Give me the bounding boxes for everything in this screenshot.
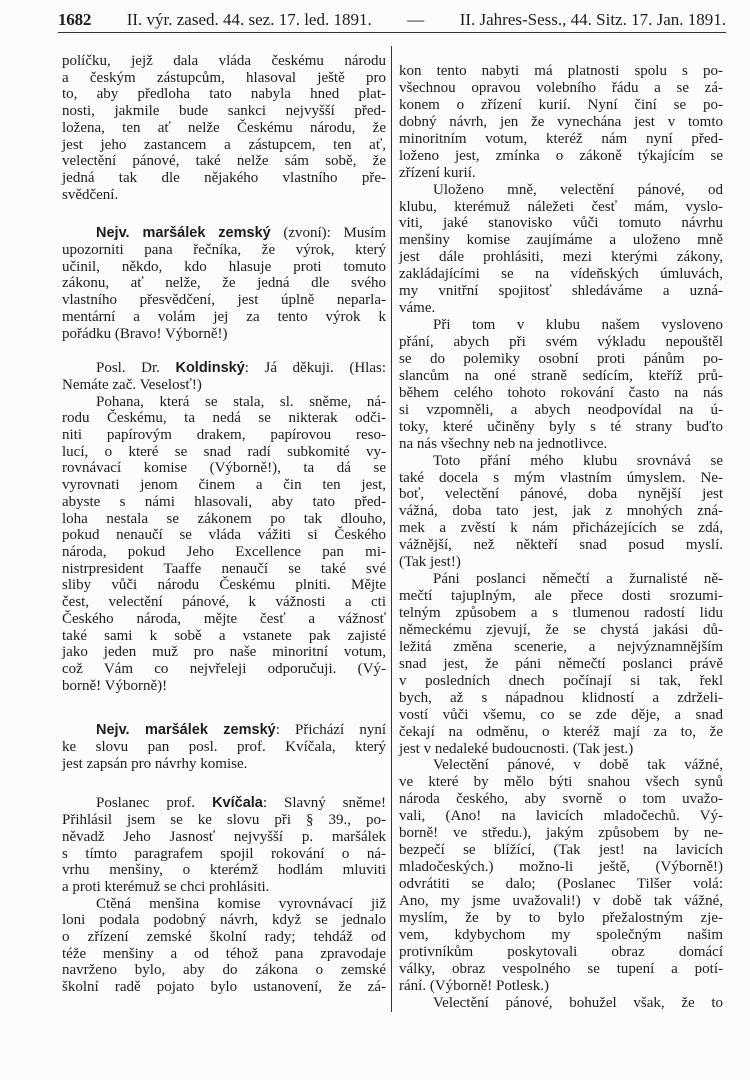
text-line: políčku, jejž dala vláda českému národu	[62, 53, 386, 69]
text-line: svědčení.	[62, 186, 119, 203]
text-line: (Tak jest!)	[399, 554, 461, 571]
text-line: Velectění pánové, bohužel však, že to	[433, 994, 723, 1011]
running-header	[58, 6, 726, 30]
text-line: loha nestala se zákonem po tak dlouho,	[62, 510, 386, 527]
text-line: minoritním votum, kteréž nám nyní před-	[399, 130, 723, 147]
text-line: všechnou opravou volebního řádu a se zá-	[399, 79, 723, 96]
text-line: snad jest, že páni němečtí poslanci právě	[399, 655, 723, 672]
text-line: také sami k sobě a vstanete pak zajisté	[62, 627, 386, 644]
text-line: vostí vůči všemu, co se zde děje, a snad	[399, 706, 723, 723]
text-line: s tímto paragrafem spojil rokování o ná-	[62, 845, 386, 862]
text-line	[62, 795, 386, 812]
text-line: borně! ve středu.), jakým způsobem by ne-	[399, 825, 723, 842]
header-separator: —	[407, 10, 425, 29]
paragraph	[399, 63, 723, 182]
speech-paragraph	[62, 225, 386, 342]
text-line: pokud nenaučí se vláda vážiti si Českého	[62, 527, 386, 544]
text-line: ložena, ten ať nelže Českému národu, že	[62, 119, 386, 136]
text-line: Velectění pánové, v době tak vážné,	[433, 757, 723, 774]
text-line	[62, 225, 386, 242]
text-line: nosti, jakmile bude sankci nejvyšší před-	[62, 103, 386, 120]
text-line: my vnitřní spojitosť shledáváme a uzná-	[399, 283, 723, 300]
text-line: telným způsobem a s tlumenou radostí lidu	[399, 605, 723, 621]
paragraph	[399, 182, 723, 318]
text-line: nistrpresident Taaffe nenaučí se také své	[62, 560, 386, 577]
text-line: ke slovu pan posl. prof. Kvíčala, který	[62, 739, 386, 756]
text-line: na nás všechny neb na jednotlivce.	[399, 435, 608, 452]
text-line: jako jeden muž pro naše minoritní votum,	[62, 644, 386, 661]
text-line: a proti kterémuž se chci prohlásiti.	[62, 878, 270, 895]
text-line: téže menšiny a od téhož pana zpravodaje	[62, 945, 386, 962]
text-line: jest dále prohlásiti, mezi kterými zákony,	[399, 249, 723, 266]
paragraph	[62, 394, 386, 695]
text-line: loni podala podobný návrh, když se jednalo	[62, 912, 386, 929]
text-line: zřízení kurií.	[399, 164, 476, 181]
text-line: pořádku (Bravo! Výborně!)	[62, 325, 228, 342]
text-line: slancům na oné straně sedícím, kteříž prů-	[399, 367, 723, 384]
text-line: upozorniti pana řečníka, že výrok, který	[62, 242, 386, 259]
text-line: o zřízení zemské školní rady; tehdáž od	[62, 929, 386, 946]
paragraph	[399, 757, 723, 994]
text-line: sliby vůči národu Českému plniti. Mějte	[62, 577, 386, 594]
text-line: abyste s námi hlasovali, aby tato před-	[62, 493, 386, 510]
text-line: ležitá změna scenerie, a nejvýznamnějším	[399, 638, 723, 655]
paragraph	[399, 453, 723, 572]
text-line: loženo jest, zmínka o zákoně týkajícím se	[399, 147, 723, 164]
text-line: mentární a volám jej za tento výrok k	[62, 308, 386, 325]
text-line: rání. (Výborně! Potlesk.)	[399, 977, 549, 994]
text-line: se do polemiky osobní proti pánům po-	[399, 350, 723, 367]
speaker-name: Nejv. maršálek zemský	[96, 225, 271, 242]
text-line: lucí, o které se snad radí subkomité vy-	[62, 443, 386, 460]
text-line: vážnější, než někteří snad posud myslí.	[399, 537, 723, 554]
text-line: Českého národa, mějte česť a vážnosť	[62, 610, 386, 627]
speaker-prefix: Posl. Dr.	[96, 360, 176, 377]
header-german: II. Jahres-Sess., 44. Sitz. 17. Jan. 1891.	[459, 10, 726, 29]
speech-lead: (zvoní): Musím	[270, 225, 386, 242]
text-line: národa, pokud Jeho Excellence pan mi-	[62, 543, 386, 560]
text-line: mečtí tajuplným, ale přece dosti srozumi-	[399, 588, 723, 605]
text-line: během celého tohoto rokování často na nás	[399, 384, 723, 401]
text-line: váme.	[399, 300, 436, 317]
text-line: niti papírovým drakem, papírovou reso-	[62, 427, 386, 444]
text-line: Ctěná menšina komise vyrovnávací již	[96, 895, 386, 912]
header-czech: II. výr. zased. 44. sez. 17. led. 1891.	[126, 10, 372, 29]
text-line: což Vám co nejvřeleji odporučuji. (Vý-	[62, 660, 386, 677]
speaker-name: Koldinský	[175, 360, 245, 377]
text-line: jest jeho zastancem a zástupcem, ten ať,	[62, 136, 386, 153]
text-line: navrženo bylo, aby do zákona o zemské	[62, 962, 386, 979]
text-line: vrhu menšiny, o kterémž hodlám mluviti	[62, 862, 386, 879]
paragraph	[62, 53, 386, 203]
speaker-name: Nejv. maršálek zemský	[96, 722, 276, 739]
text-line: a českým zástupcům, hlasoval ještě pro	[62, 69, 386, 86]
text-line: Nemáte zač. Veselosť!)	[62, 376, 202, 393]
text-line: myslím, že by to bylo přežalostným zje-	[399, 909, 723, 926]
text-line: učinil, někdo, kdo hlasuje proti tomuto	[62, 258, 386, 275]
text-line: Přihlásil jsem se ke slovu při § 39., po-	[62, 812, 386, 829]
text-line: dobný návrh, jen že vynechána jest v tomto	[399, 113, 723, 130]
text-line: čekají na odměnu, o kteréž mají za to, že	[399, 723, 723, 740]
text-line: zákonu, ať nelže, že jedná dle svého	[62, 275, 386, 292]
text-line: rovnávací komise (Výborně!), ta dá se	[62, 460, 386, 477]
speech-paragraph	[62, 722, 386, 772]
paragraph	[62, 896, 386, 996]
speech-paragraph	[62, 360, 386, 393]
text-line: Ano, my jsme uvažovali!) v době tak vážné,	[399, 892, 723, 909]
speech-lead: : Přichází nyní	[275, 722, 386, 739]
text-line: odvrátiti se dalo; (Poslanec Tilšer volá:	[399, 876, 723, 892]
text-line: klubu, kterémuž náležeti česť mám, vyslo-	[399, 198, 723, 215]
left-column	[62, 53, 386, 996]
text-line: jest zapsán pro návrhy komise.	[62, 755, 248, 772]
text-line: konem o zřízení kurií. Nyní činí se po-	[399, 96, 723, 113]
paragraph	[399, 317, 723, 453]
text-line: zakládajícími se na vídeňských úmluvách,	[399, 266, 723, 283]
text-line: vážná, doba tato jest, jak z mnohých zná-	[399, 503, 723, 520]
text-line: Při tom v klubu našem vysloveno	[433, 317, 723, 334]
text-line: vlastního přesvědčení, jest úplně neparla-	[62, 292, 386, 309]
page-number: 1682	[58, 10, 92, 29]
text-line: si vzpomněli, a abych neodpovídal na ú-	[399, 401, 723, 418]
text-line: mek a zvěstí k nám přicházejících se zdá,	[399, 520, 723, 537]
text-line: velectění pánové, také nelže sám sobě, že	[62, 153, 386, 170]
text-line: jest v nedaleké budoucnosti. (Tak jest.)	[399, 740, 634, 757]
text-line: bych, až s nápadnou klidností a zdrželi-	[399, 689, 723, 706]
text-line: to, aby předloha tato nabyla hned plat-	[62, 86, 386, 103]
text-line: toky, které učiněny byly s té strany buďto	[399, 418, 723, 435]
text-line: kon tento nabyti má platnosti spolu s po-	[399, 63, 723, 79]
text-line: Toto přání mého klubu srovnává se	[433, 452, 723, 469]
text-line: menšiny komise zaujímáme a uloženo mně	[399, 232, 723, 249]
text-line: mladočeských.) možno-li ještě, (Výborně!)	[399, 859, 723, 876]
speaker-name: Kvíčala	[212, 795, 263, 812]
text-line: něvadž Jeho Jasnosť nejvyšší p. maršálek	[62, 828, 386, 845]
speech-lead: : Slavný sněme!	[262, 795, 387, 812]
text-line: vem, kdybychom my společným našim	[399, 926, 723, 943]
paragraph	[399, 571, 723, 757]
text-line: borně! Výborně)!	[62, 677, 168, 694]
text-line: rodu Českému, ta nedá se nikterak odči-	[62, 410, 386, 427]
text-line	[62, 722, 386, 739]
text-line: vali, (Ano! na lavicích mladočechů. Vý-	[399, 808, 723, 825]
speech-paragraph	[62, 795, 386, 895]
text-line: školní radě pojato bylo ustanovení, že zá-	[62, 979, 386, 996]
text-line: v posledních dnech počínají si tak, řekl	[399, 672, 723, 689]
speech-lead: : Já děkuji. (Hlas:	[244, 360, 386, 377]
text-line: války, obraz vespolného se tupení a potí-	[399, 960, 723, 977]
text-line: vyrovnati jenom činem a čin ten jest,	[62, 477, 386, 494]
text-line: také docela s mým vlastním úmyslem. Ne-	[399, 469, 723, 486]
column-divider	[391, 46, 392, 1012]
right-column	[399, 63, 723, 1012]
text-line: Pohana, která se stala, sl. sněme, ná-	[96, 393, 386, 410]
text-line: německému zjevují, že se chystá jakási dů-	[399, 621, 723, 638]
text-line: národa českého, aby svorně o tom uvažo-	[399, 791, 723, 808]
text-line	[62, 360, 386, 377]
text-line: bezpečí se blížící, (Tak jest! na lavicích	[399, 842, 723, 859]
text-line: protivníkům poskytovali obraz domácí	[399, 943, 723, 960]
text-line: přání, abych při svém výkladu nepouštěl	[399, 334, 723, 350]
text-line: jedná tak dle nějakého vlastního pře-	[62, 169, 386, 186]
text-line: ve které by mělo býti snahou všech synů	[399, 774, 723, 791]
text-line: boť, velectění pánové, doba nynější jest	[399, 486, 723, 503]
text-line: viti, jaké stanovisko vůči tomuto návrhu	[399, 215, 723, 232]
text-line: čest, velectění pánové, k vážnosti a cti	[62, 594, 386, 611]
speaker-prefix: Poslanec prof.	[96, 795, 213, 812]
text-line: Uloženo mně, velectění pánové, od	[433, 181, 723, 198]
paragraph	[399, 995, 723, 1012]
header-rule	[58, 32, 726, 33]
text-line: Páni poslanci němečtí a žurnalisté ně-	[433, 571, 723, 588]
